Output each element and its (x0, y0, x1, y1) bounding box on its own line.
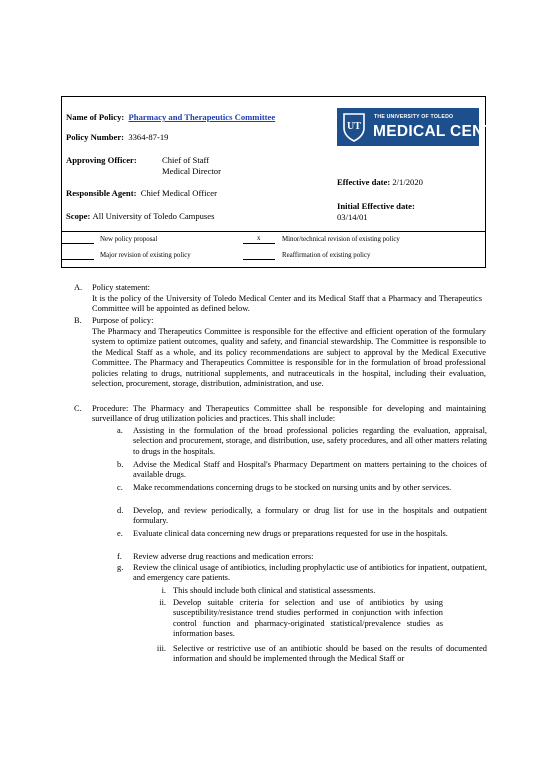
section-a-label: A. (74, 283, 83, 292)
ut-shield-icon (342, 112, 366, 142)
initial-effective-date-label: Initial Effective date (337, 201, 412, 211)
subitem-i-text: This should include both clinical and statistical assessments. (173, 586, 376, 595)
subitem-iii-text: Selective or restrictive use of an antibiotic should be based on the results of documented information and should be implemented through the Medical Staff or (173, 644, 487, 664)
item-e-text: Evaluate clinical data concerning new drugs or preparations requested for use in the hospitals. (133, 529, 448, 538)
section-b-text: The Pharmacy and Therapeutics Committee is responsible for the effective and efficient operation of the formulary system to optimize patient outcomes, quality and safety, and financial stewardship. The Committee is responsible to the Medical Staff as a whole, and its policy recommendations are subject to approval by the Medical Executive Committee. The Pharmacy and Therapeutics Committee is responsible for in the formulation of broad professional policies relating to drugs, nutritional supplements, and nutraceuticals in the hospital, including their evaluation, selection, procurement, storage, distribution, administration, and use. (92, 327, 486, 389)
item-c-label: c. (117, 483, 123, 492)
scope-value: All University of Toledo Campuses (92, 211, 215, 221)
item-d-text: Develop, and review periodically, a formulary or drug list for use in the hospitals and outpatient formulary. (133, 506, 487, 526)
item-e-label: e. (117, 529, 123, 538)
effective-date-value: 2/1/2020 (392, 177, 423, 187)
effective-date-label: Effective date: (337, 177, 391, 187)
section-c-label: C. (74, 404, 82, 413)
new-policy-label: New policy proposal (100, 236, 158, 243)
item-b-label: b. (117, 460, 124, 469)
item-f-label: f. (117, 552, 122, 561)
section-b-label: B. (74, 316, 82, 325)
section-c-text: Procedure: The Pharmacy and Therapeutics Committee shall be responsible for developing and maintaining surveillance of drug utilization policies and practices. This shall include: (92, 404, 486, 424)
item-g-text: Review the clinical usage of antibiotics, including prophylactic use of antibiotics for inpatient, outpatient, and emergency care patients. (133, 563, 487, 583)
reaffirmation-label: Reaffirmation of existing policy (282, 252, 371, 259)
logo-top-text: THE UNIVERSITY OF TOLEDO (374, 114, 454, 120)
item-g-label: g. (117, 563, 124, 572)
major-revision-blank[interactable] (62, 259, 94, 260)
item-d-label: d. (117, 506, 124, 515)
policy-number-value: 3364-87-19 (128, 132, 169, 142)
policy-number-row: Policy Number: 3364-87-19 (66, 132, 169, 142)
responsible-agent-value: Chief Medical Officer (140, 188, 217, 198)
item-f-text: Review adverse drug reactions and medication errors: (133, 552, 314, 561)
item-c-text: Make recommendations concerning drugs to be stocked on nursing units and by other services. (133, 483, 452, 492)
logo-main-text: MEDICAL CENTER (373, 123, 516, 140)
approving-officer-row: Approving Officer: (66, 155, 137, 165)
new-policy-blank[interactable] (62, 243, 94, 244)
subitem-i-label: i. (161, 586, 166, 595)
item-b-text: Advise the Medical Staff and Hospital's Pharmacy Department on matters pertaining to the choices of available drugs. (133, 460, 487, 480)
item-a-label: a. (117, 426, 123, 435)
subitem-iii-label: iii. (156, 644, 166, 653)
initial-effective-date-row: Initial Effective date: (337, 201, 415, 211)
section-a-text: It is the policy of the University of Toledo Medical Center and its Medical Staff that a Pharmacy and Therapeutics Committee will be appointed as defined below. (92, 294, 482, 314)
reaffirmation-blank[interactable] (243, 259, 275, 260)
effective-date-row (337, 177, 423, 188)
scope-row: Scope: All University of Toledo Campuses (66, 211, 215, 221)
scope-label: Scope (66, 211, 88, 221)
subitem-ii-text: Develop suitable criteria for selection and use of antibiotics by using susceptibility/resistance trend studies performed in conjunction with infection control function and pharmacy-originated statistical/prevalence studies as information bases. (173, 598, 443, 639)
approving-officer-value-1: Chief of Staff (162, 155, 210, 165)
medical-center-logo (337, 108, 516, 146)
policy-name-row: Name of Policy: Pharmacy and Therapeutics Committee (66, 112, 276, 122)
subitem-ii-label: ii. (159, 598, 166, 607)
responsible-agent-label: Responsible Agent (66, 188, 134, 198)
minor-revision-label: Minor/technical revision of existing policy (282, 236, 400, 243)
approving-officer-value-2: Medical Director (162, 166, 221, 176)
item-a-text: Assisting in the formulation of the broad professional policies regarding the evaluation, appraisal, selection and procurement, storage, and distribution, use, safety procedures, and all other matters relating to drugs in the hospitals. (133, 426, 487, 456)
approving-officer-label: Approving Officer (66, 155, 134, 165)
policy-name-label: Name of Policy (66, 112, 122, 122)
header-divider (61, 231, 486, 232)
policy-number-label: Policy Number (66, 132, 122, 142)
section-a-title: Policy statement: (92, 283, 150, 292)
major-revision-label: Major revision of existing policy (100, 252, 191, 259)
section-b-title: Purpose of policy: (92, 316, 154, 325)
initial-effective-date-value: 03/14/01 (337, 212, 368, 222)
minor-revision-mark: x (257, 235, 261, 242)
responsible-agent-row: Responsible Agent: Chief Medical Officer (66, 188, 217, 198)
ut-mark: UT (347, 121, 361, 132)
policy-name-link[interactable]: Pharmacy and Therapeutics Committee (128, 112, 276, 122)
